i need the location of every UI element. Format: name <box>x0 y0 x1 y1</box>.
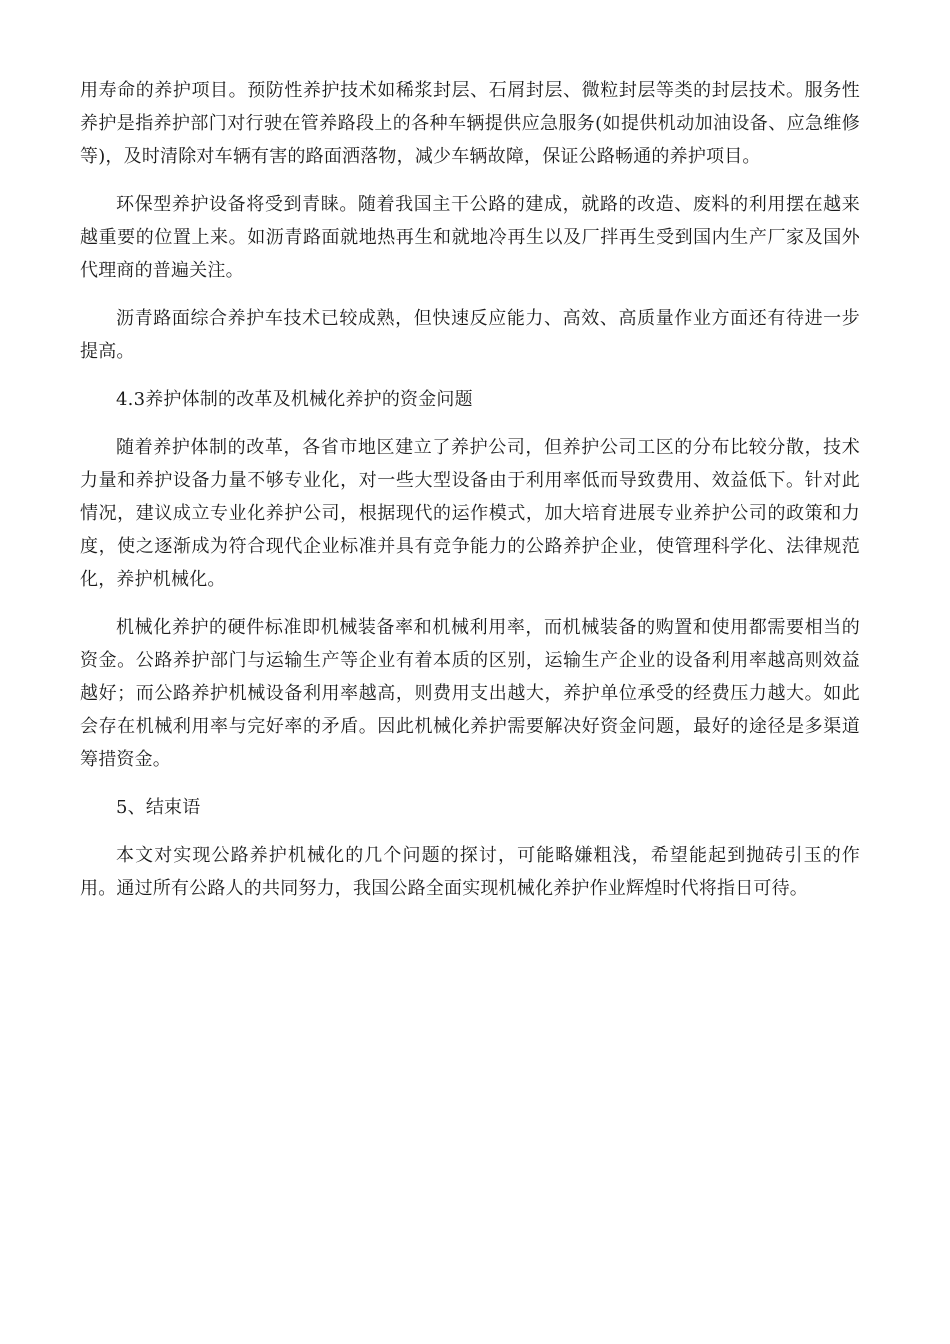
section-heading-5: 5、结束语 <box>116 797 201 818</box>
paragraph-funding: 机械化养护的硬件标准即机械装备率和机械利用率，而机械装备的购置和使用都需要相当的资金。公路养护部门与运输生产等企业有着本质的区别，运输生产企业的设备利用率越高则效益越好；而公路养护机械设备利用率越高，则费用支出越大，养护单位承受的经费压力越大。如此会存在机械利用率与完好率的矛盾。因此机械化养护需要解决好资金问题，最好的途径是多渠道筹措资金。 <box>80 617 860 770</box>
paragraph-reform: 随着养护体制的改革，各省市地区建立了养护公司，但养护公司工区的分布比较分散，技术力量和养护设备力量不够专业化，对一些大型设备由于利用率低而导致费用、效益低下。针对此情况，建议成立专业化养护公司，根据现代的运作模式，加大培育进展专业养护公司的政策和力度，使之逐渐成为符合现代企业标准并具有竞争能力的公路养护企业，使管理科学化、法律规范化，养护机械化。 <box>80 437 860 590</box>
paragraph-conclusion: 本文对实现公路养护机械化的几个问题的探讨，可能略嫌粗浅，希望能起到抛砖引玉的作用。通过所有公路人的共同努力，我国公路全面实现机械化养护作业辉煌时代将指日可待。 <box>80 845 860 899</box>
document-page <box>80 74 860 920</box>
paragraph-asphalt-vehicle: 沥青路面综合养护车技术已较成熟，但快速反应能力、高效、高质量作业方面还有待进一步提高。 <box>80 308 860 362</box>
paragraph-eco-equipment: 环保型养护设备将受到青睐。随着我国主干公路的建成，就路的改造、废料的利用摆在越来越重要的位置上来。如沥青路面就地热再生和就地冷再生以及厂拌再生受到国内生产厂家及国外代理商的普遍关注。 <box>80 194 860 281</box>
paragraph-continuation: 用寿命的养护项目。预防性养护技术如稀浆封层、石屑封层、微粒封层等类的封层技术。服务性养护是指养护部门对行驶在管养路段上的各种车辆提供应急服务(如提供机动加油设备、应急维修等)，及时清除对车辆有害的路面洒落物，减少车辆故障，保证公路畅通的养护项目。 <box>80 80 860 167</box>
section-heading-4-3: 4.3养护体制的改革及机械化养护的资金问题 <box>116 389 473 410</box>
